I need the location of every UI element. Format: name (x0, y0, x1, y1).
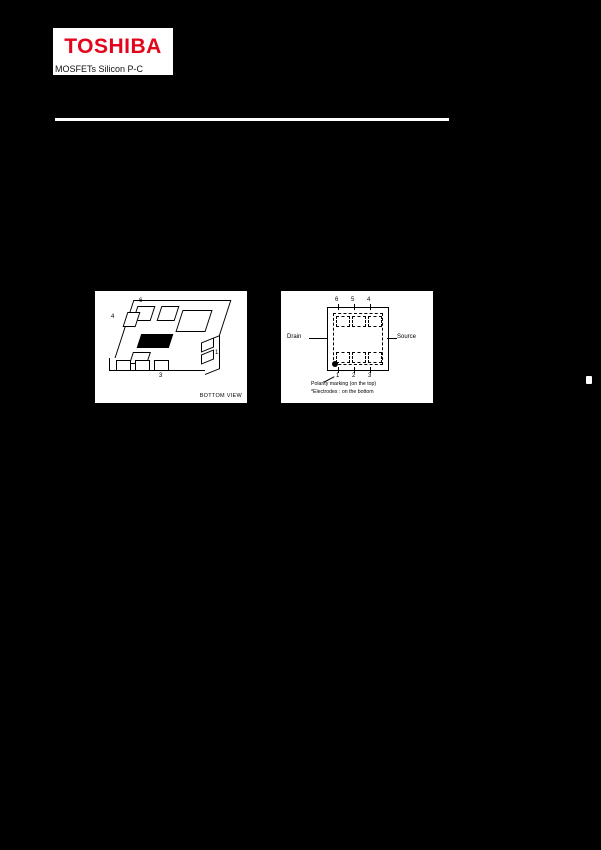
drain-leader-line (309, 338, 328, 339)
pin-label-6: 6 (335, 297, 339, 303)
header-subtitle-strip (53, 64, 173, 75)
pad-source-dark (137, 334, 174, 348)
leader-pin-1 (338, 367, 339, 373)
electrode-6 (336, 316, 350, 327)
polarity-note: Polarity marking (on the top) (311, 381, 377, 387)
electrodes-note: *Electrodes : on the bottom (311, 389, 374, 395)
pin-number-6: 6 (139, 298, 143, 304)
pin-number-1: 1 (215, 350, 219, 356)
leader-pin-2 (354, 367, 355, 373)
electrode-1 (336, 352, 350, 363)
lead-front-1 (116, 360, 131, 371)
page-edge-marker (586, 376, 592, 384)
electrode-5 (352, 316, 366, 327)
leader-pin-6 (338, 304, 339, 310)
lead-front-2 (135, 360, 150, 371)
header-subtitle: MOSFETs Silicon P-C (55, 64, 144, 74)
toshiba-logo (53, 28, 173, 64)
pin-label-2: 2 (352, 373, 356, 379)
electrode-4 (368, 316, 382, 327)
lead-front-3 (154, 360, 169, 371)
pin-label-1: 1 (336, 373, 340, 379)
electrode-3 (368, 352, 382, 363)
source-label: Source (397, 334, 417, 340)
pin-assignment-figure (281, 291, 433, 403)
electrode-2 (352, 352, 366, 363)
pin-label-5: 5 (351, 297, 355, 303)
drain-label: Drain (287, 334, 302, 340)
leader-pin-4 (370, 304, 371, 310)
source-leader-line (387, 338, 397, 339)
leader-pin-3 (370, 367, 371, 373)
pin-label-4: 4 (367, 297, 371, 303)
toshiba-logo-text: TOSHIBA (64, 34, 162, 58)
leader-pin-5 (354, 304, 355, 310)
package-outline-figure (95, 291, 247, 403)
pin-label-3: 3 (368, 373, 372, 379)
pin-map-body (327, 307, 389, 371)
pin-number-4: 4 (111, 314, 115, 320)
header-divider (55, 118, 449, 121)
pin-number-3: 3 (159, 373, 163, 379)
bottom-view-caption: BOTTOM VIEW (199, 393, 242, 399)
package-3d-drawing (109, 300, 233, 382)
